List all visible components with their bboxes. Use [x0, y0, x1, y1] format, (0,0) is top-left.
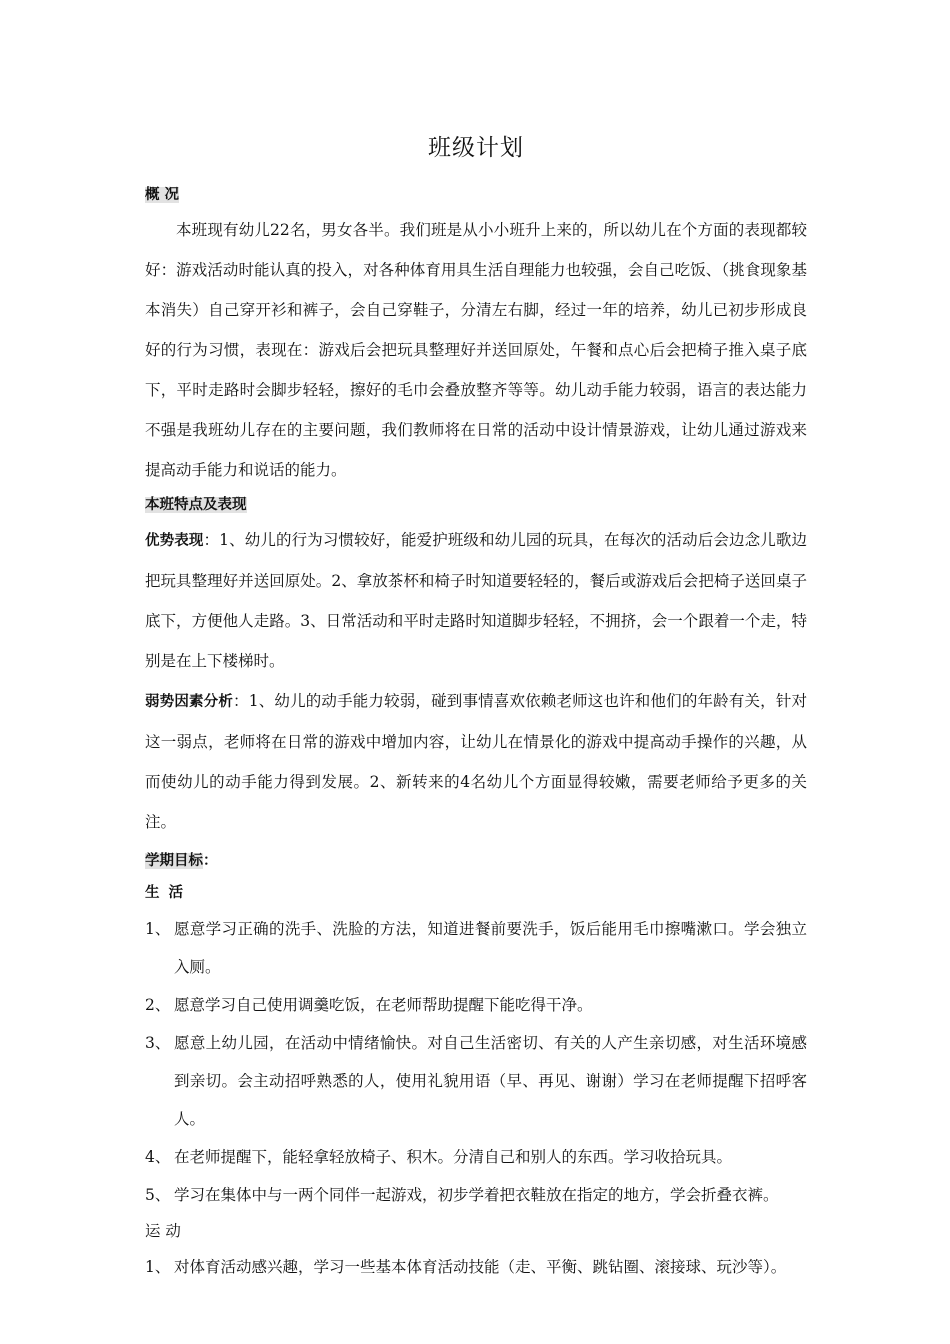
- list-item-number: 5、: [145, 1186, 171, 1204]
- list-item-number: 4、: [145, 1148, 171, 1166]
- overview-paragraph: 本班现有幼儿22名，男女各半。我们班是从小小班升上来的，所以幼儿在个方面的表现都较好：游戏活动时能认真的投入，对各种体育用具生活自理能力也较强，会自己吃饭、（挑食现象基本消失）自己穿开衫和裤子，会自己穿鞋子，分清左右脚，经过一年的培养，幼儿已初步形成良好的行为习惯，表现在：游戏后会把玩具整理好并送回原处，午餐和点心后会把椅子推入桌子底下，平时走路时会脚步轻轻，擦好的毛巾会叠放整齐等等。幼儿动手能力较弱，语言的表达能力不强是我班幼儿存在的主要问题，我们教师将在日常的活动中设计情景游戏，让幼儿通过游戏来提高动手能力和说话的能力。: [145, 221, 807, 479]
- list-item: [145, 1024, 807, 1138]
- list-item: [145, 1138, 807, 1176]
- list-item-number: 2、: [145, 996, 171, 1014]
- overview-heading-text: 概 况: [145, 187, 180, 203]
- overview-heading: [145, 180, 807, 210]
- goals-heading-suffix: ：: [203, 853, 218, 869]
- list-item: [145, 1176, 807, 1214]
- features-heading: [145, 490, 807, 520]
- sport-goals-list: [145, 1248, 807, 1286]
- weakness-paragraph: [145, 681, 807, 842]
- sport-heading: 运 动: [145, 1222, 181, 1240]
- list-item-number: 3、: [145, 1034, 171, 1052]
- list-item: [145, 910, 807, 986]
- list-item-text: 愿意学习正确的洗手、洗脸的方法，知道进餐前要洗手，饭后能用毛巾擦嘴漱口。学会独立入厕。: [174, 920, 807, 976]
- list-item-text: 愿意学习自己使用调羹吃饭，在老师帮助提醒下能吃得干净。: [174, 996, 593, 1014]
- list-item-text: 学习在集体中与一两个同伴一起游戏，初步学着把衣鞋放在指定的地方，学会折叠衣裤。: [174, 1186, 779, 1204]
- strengths-label: 优势表现: [145, 533, 204, 549]
- document-title: 班级计划: [428, 135, 524, 161]
- document-body: [145, 128, 807, 1286]
- list-item: [145, 986, 807, 1024]
- features-heading-text: 本班特点及表现: [145, 497, 247, 513]
- list-item-text: 在老师提醒下，能轻拿轻放椅子、积木。分清自己和别人的东西。学习收拾玩具。: [174, 1148, 733, 1166]
- goals-heading: [145, 846, 807, 876]
- list-item-text: 对体育活动感兴趣，学习一些基本体育活动技能（走、平衡、跳钻圈、滚接球、玩沙等）。: [174, 1258, 787, 1276]
- list-item-text: 愿意上幼儿园，在活动中情绪愉快。对自己生活密切、有关的人产生亲切感，对生活环境感到亲切。会主动招呼熟悉的人，使用礼貌用语（早、再见、谢谢）学习在老师提醒下招呼客人。: [174, 1034, 807, 1128]
- life-heading: 生 活: [145, 885, 186, 901]
- life-goals-list: [145, 910, 807, 1214]
- strengths-paragraph: [145, 520, 807, 681]
- goals-heading-text: 学期目标: [145, 853, 203, 869]
- weakness-text: ：1、幼儿的动手能力较弱，碰到事情喜欢依赖老师这也许和他们的年龄有关，针对这一弱点，老师将在日常的游戏中增加内容，让幼儿在情景化的游戏中提高动手操作的兴趣，从而使幼儿的动手能力得到发展。2、新转来的4名幼儿个方面显得较嫩，需要老师给予更多的关注。: [145, 692, 808, 831]
- weakness-label: 弱势因素分析: [145, 694, 234, 710]
- list-item: [145, 1248, 807, 1286]
- strengths-text: ：1、幼儿的行为习惯较好，能爱护班级和幼儿园的玩具，在每次的活动后会边念儿歌边把玩具整理好并送回原处。2、拿放茶杯和椅子时知道要轻轻的，餐后或游戏后会把椅子送回桌子底下，方便他人走路。3、日常活动和平时走路时知道脚步轻轻，不拥挤，会一个跟着一个走，特别是在上下楼梯时。: [145, 531, 808, 670]
- list-item-number: 1、: [145, 920, 171, 938]
- list-item-number: 1、: [145, 1258, 171, 1276]
